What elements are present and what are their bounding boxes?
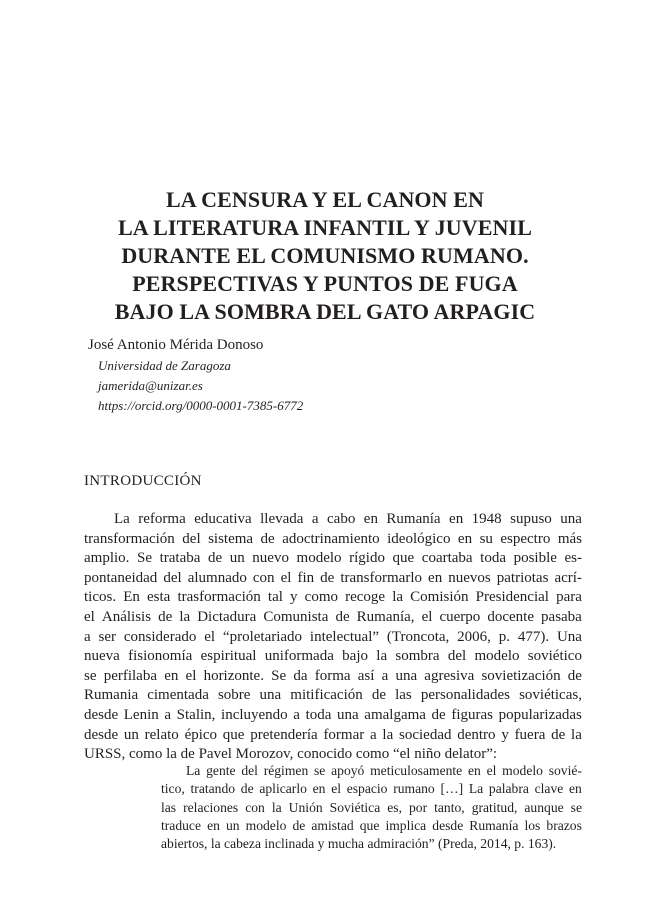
word: una (259, 687, 282, 704)
word: transformarlo (340, 569, 422, 586)
word: Stalin, (176, 706, 216, 723)
paragraph-line (84, 667, 582, 687)
word: rígido (349, 550, 385, 567)
word: relaciones (183, 799, 239, 815)
word: posible (513, 550, 557, 567)
word: brazos (546, 817, 582, 833)
word: nuevos (448, 569, 491, 586)
title-line: LA LITERATURA INFANTIL Y JUVENIL (118, 215, 532, 240)
word: a (293, 706, 300, 723)
word: amistad (311, 817, 354, 833)
word: fisionomía (128, 648, 193, 665)
word: en (569, 781, 582, 797)
word: así (357, 667, 375, 684)
word: fin (297, 569, 315, 586)
word: traduce (161, 817, 201, 833)
word: modelo (474, 648, 520, 665)
word: se (570, 799, 582, 815)
word: desde (84, 726, 119, 743)
word: Rumania (84, 687, 139, 704)
word: por (408, 799, 428, 815)
word: las (395, 687, 412, 704)
word: Unión (288, 799, 323, 815)
word: y (290, 589, 298, 606)
word: sombra (395, 648, 440, 665)
word: docente (487, 608, 534, 625)
word: En (123, 589, 140, 606)
word: se (314, 763, 326, 778)
paragraph-line (84, 569, 582, 589)
section-heading: INTRODUCCIÓN (84, 473, 202, 489)
word: tal (267, 589, 283, 606)
word: en (207, 817, 220, 833)
word: se (84, 667, 97, 684)
word: en (164, 667, 179, 684)
title-line: LA CENSURA Y EL CANON EN (166, 187, 484, 212)
word: de (207, 550, 223, 567)
word: esta (147, 589, 171, 606)
word: llevada (260, 511, 304, 527)
word: incluyendo (221, 706, 288, 723)
word: el (421, 608, 433, 625)
word: nueva (84, 648, 120, 665)
word: rumano (393, 781, 435, 797)
word: La (468, 781, 484, 797)
word: modelo (502, 763, 543, 778)
word: considerado (123, 628, 197, 645)
word: de (260, 530, 275, 547)
word: a (311, 511, 319, 527)
word: La (114, 511, 130, 527)
word: el (185, 667, 197, 684)
word: formar (323, 726, 365, 743)
word: la (179, 608, 191, 625)
word: espiritual (200, 648, 257, 665)
word: en (457, 530, 473, 547)
word: modelo (245, 817, 287, 833)
word: que (222, 726, 245, 743)
word: de (292, 817, 306, 833)
word: personalidades (420, 687, 510, 704)
word: ideológico (387, 530, 451, 547)
word: Rumanía (386, 511, 441, 527)
word: alumnado (187, 569, 247, 586)
word: La (186, 763, 201, 778)
word: transformación (84, 530, 175, 547)
word: sociedad (399, 726, 452, 743)
block-quote (161, 762, 582, 853)
word: apoyó (331, 763, 365, 778)
article-title (0, 186, 650, 326)
word: épico (184, 726, 218, 743)
author-email: jamerida@unizar.es (98, 378, 203, 393)
author-affiliation-block (98, 356, 303, 416)
quote-line: abiertos, la cabeza inclinada y mucha admiración” (Preda, 2014, p. 163). (161, 836, 557, 852)
word: la (271, 799, 282, 815)
intro-paragraph (84, 510, 582, 765)
word: la (392, 589, 404, 606)
word: sovié- (548, 763, 582, 778)
word: de (240, 781, 254, 797)
word: 1948 (471, 511, 502, 527)
word: en (428, 569, 443, 586)
title-line: PERSPECTIVAS Y PUNTOS DE FUGA (132, 271, 518, 296)
word: el (486, 763, 497, 778)
word: Se (271, 667, 287, 684)
word: patriotas (496, 569, 549, 586)
word: agresiva (424, 667, 475, 684)
word: aplicarlo (259, 781, 307, 797)
word: […] (440, 781, 464, 797)
word: en (363, 511, 378, 527)
word: Se (137, 550, 152, 567)
word: el (204, 628, 216, 645)
word: la (571, 726, 582, 743)
word: del (163, 569, 182, 586)
word: trataba (159, 550, 201, 567)
paragraph-line: URSS, como la de Pavel Morozov, conocido como “el niño delator”: (84, 746, 498, 763)
word: con (252, 569, 275, 586)
word: espectro (500, 530, 551, 547)
author-orcid: https://orcid.org/0000-0001-7385-6772 (98, 398, 304, 413)
word: pretendería (250, 726, 318, 743)
quote-line (161, 817, 582, 835)
word: una (560, 511, 582, 527)
word: trasformación (177, 589, 261, 606)
word: toda (305, 706, 332, 723)
word: nuevo (252, 550, 289, 567)
word: del (182, 530, 201, 547)
word: recoge (345, 589, 386, 606)
paragraph-line (84, 588, 582, 608)
word: educativa (194, 511, 252, 527)
word: coartaba (421, 550, 473, 567)
word: cabo (327, 511, 356, 527)
word: sistema (208, 530, 254, 547)
word: para (556, 589, 582, 606)
word: acrí- (554, 569, 582, 586)
word: pontaneidad (84, 569, 158, 586)
paragraph-line (84, 510, 582, 530)
word: amalgama (364, 706, 426, 723)
word: un (123, 726, 139, 743)
word: implica (385, 817, 427, 833)
word: que (392, 550, 415, 567)
word: Comisión (410, 589, 469, 606)
word: Análisis (101, 608, 152, 625)
word: de (431, 706, 446, 723)
word: como (304, 589, 338, 606)
word: meticulosamente (370, 763, 463, 778)
word: la (382, 726, 394, 743)
word: gratitud, (471, 799, 518, 815)
word: es- (564, 550, 582, 567)
word: el (84, 608, 95, 625)
word: de (551, 726, 566, 743)
word: es, (387, 799, 402, 815)
word: perfilaba (103, 667, 157, 684)
word: dentro (457, 726, 496, 743)
word: soviético (527, 648, 582, 665)
word: tico, (161, 781, 185, 797)
word: sobre (217, 687, 251, 704)
word: adoctrinamiento (282, 530, 380, 547)
word: figuras (451, 706, 493, 723)
word: forma (314, 667, 351, 684)
word: Rumanía (469, 817, 519, 833)
word: p. (498, 628, 510, 645)
word: relato (144, 726, 179, 743)
word: Soviética (329, 799, 381, 815)
word: de (320, 569, 335, 586)
paragraph-line (84, 706, 582, 726)
word: mitificación (290, 687, 363, 704)
word: a (370, 726, 377, 743)
word: soviéticas, (519, 687, 582, 704)
paragraph-line (84, 530, 582, 550)
word: con (245, 799, 265, 815)
word: un (225, 817, 240, 833)
word: a (381, 667, 389, 684)
word: el (280, 569, 292, 586)
word: bajo (342, 648, 368, 665)
word: en (449, 511, 464, 527)
word: a (84, 628, 91, 645)
quote-line (161, 762, 582, 780)
word: Lenin (123, 706, 159, 723)
word: 477). (517, 628, 550, 645)
paragraph-line (84, 549, 582, 569)
word: tanto, (434, 799, 465, 815)
word: modelo (296, 550, 342, 567)
word: intelectual” (309, 628, 380, 645)
word: (Troncota, (386, 628, 450, 645)
word: pasaba (541, 608, 582, 625)
title-line: BAJO LA SOMBRA DEL GATO ARPAGIC (114, 299, 536, 324)
word: en (312, 781, 326, 797)
paragraph-line (84, 726, 582, 746)
author-name: José Antonio Mérida Donoso (88, 337, 264, 353)
word: de (567, 667, 582, 684)
word: régimen (263, 763, 309, 778)
word: aunque (524, 799, 564, 815)
word: toda (480, 550, 506, 567)
word: su (479, 530, 493, 547)
quote-line (161, 780, 582, 798)
word: cimentada (147, 687, 209, 704)
word: tratando (190, 781, 236, 797)
word: y (501, 726, 509, 743)
word: Una (556, 628, 582, 645)
word: que (359, 817, 380, 833)
author-affiliation: Universidad de Zaragoza (98, 358, 231, 373)
word: los (524, 817, 541, 833)
word: el (331, 781, 341, 797)
word: del (447, 648, 467, 665)
word: Presidencial (475, 589, 549, 606)
word: del (241, 763, 258, 778)
quote-line (161, 799, 582, 817)
word: espacio (346, 781, 388, 797)
word: ser (98, 628, 117, 645)
word: Dictadura (197, 608, 257, 625)
word: palabra (488, 781, 529, 797)
word: de (158, 608, 173, 625)
word: Rumanía, (356, 608, 415, 625)
word: las (161, 799, 177, 815)
word: “proletariado (222, 628, 303, 645)
word: una (395, 667, 418, 684)
word: amplio. (84, 550, 130, 567)
word: 2006, (457, 628, 491, 645)
title-line: DURANTE EL COMUNISMO RUMANO. (121, 243, 529, 268)
word: gente (206, 763, 236, 778)
word: da (293, 667, 308, 684)
word: desde (432, 817, 464, 833)
word: a (164, 706, 172, 723)
word: un (229, 550, 245, 567)
word: cuerpo (439, 608, 481, 625)
word: uniformada (264, 648, 334, 665)
word: de (371, 687, 387, 704)
word: popularizadas (498, 706, 582, 723)
paragraph-line (84, 628, 582, 648)
word: desde (84, 706, 119, 723)
word: la (376, 648, 388, 665)
word: supuso (510, 511, 552, 527)
word: sovietización (481, 667, 561, 684)
word: en (467, 763, 481, 778)
word: clave (534, 781, 564, 797)
word: de (335, 608, 350, 625)
word: fuera (514, 726, 546, 743)
word: horizonte. (203, 667, 264, 684)
paragraph-line (84, 686, 582, 706)
word: una (337, 706, 359, 723)
word: reforma (138, 511, 186, 527)
word: Comunista (263, 608, 329, 625)
word: ticos. (84, 589, 117, 606)
paragraph-line (84, 608, 582, 628)
paragraph-line (84, 647, 582, 667)
word: más (557, 530, 582, 547)
